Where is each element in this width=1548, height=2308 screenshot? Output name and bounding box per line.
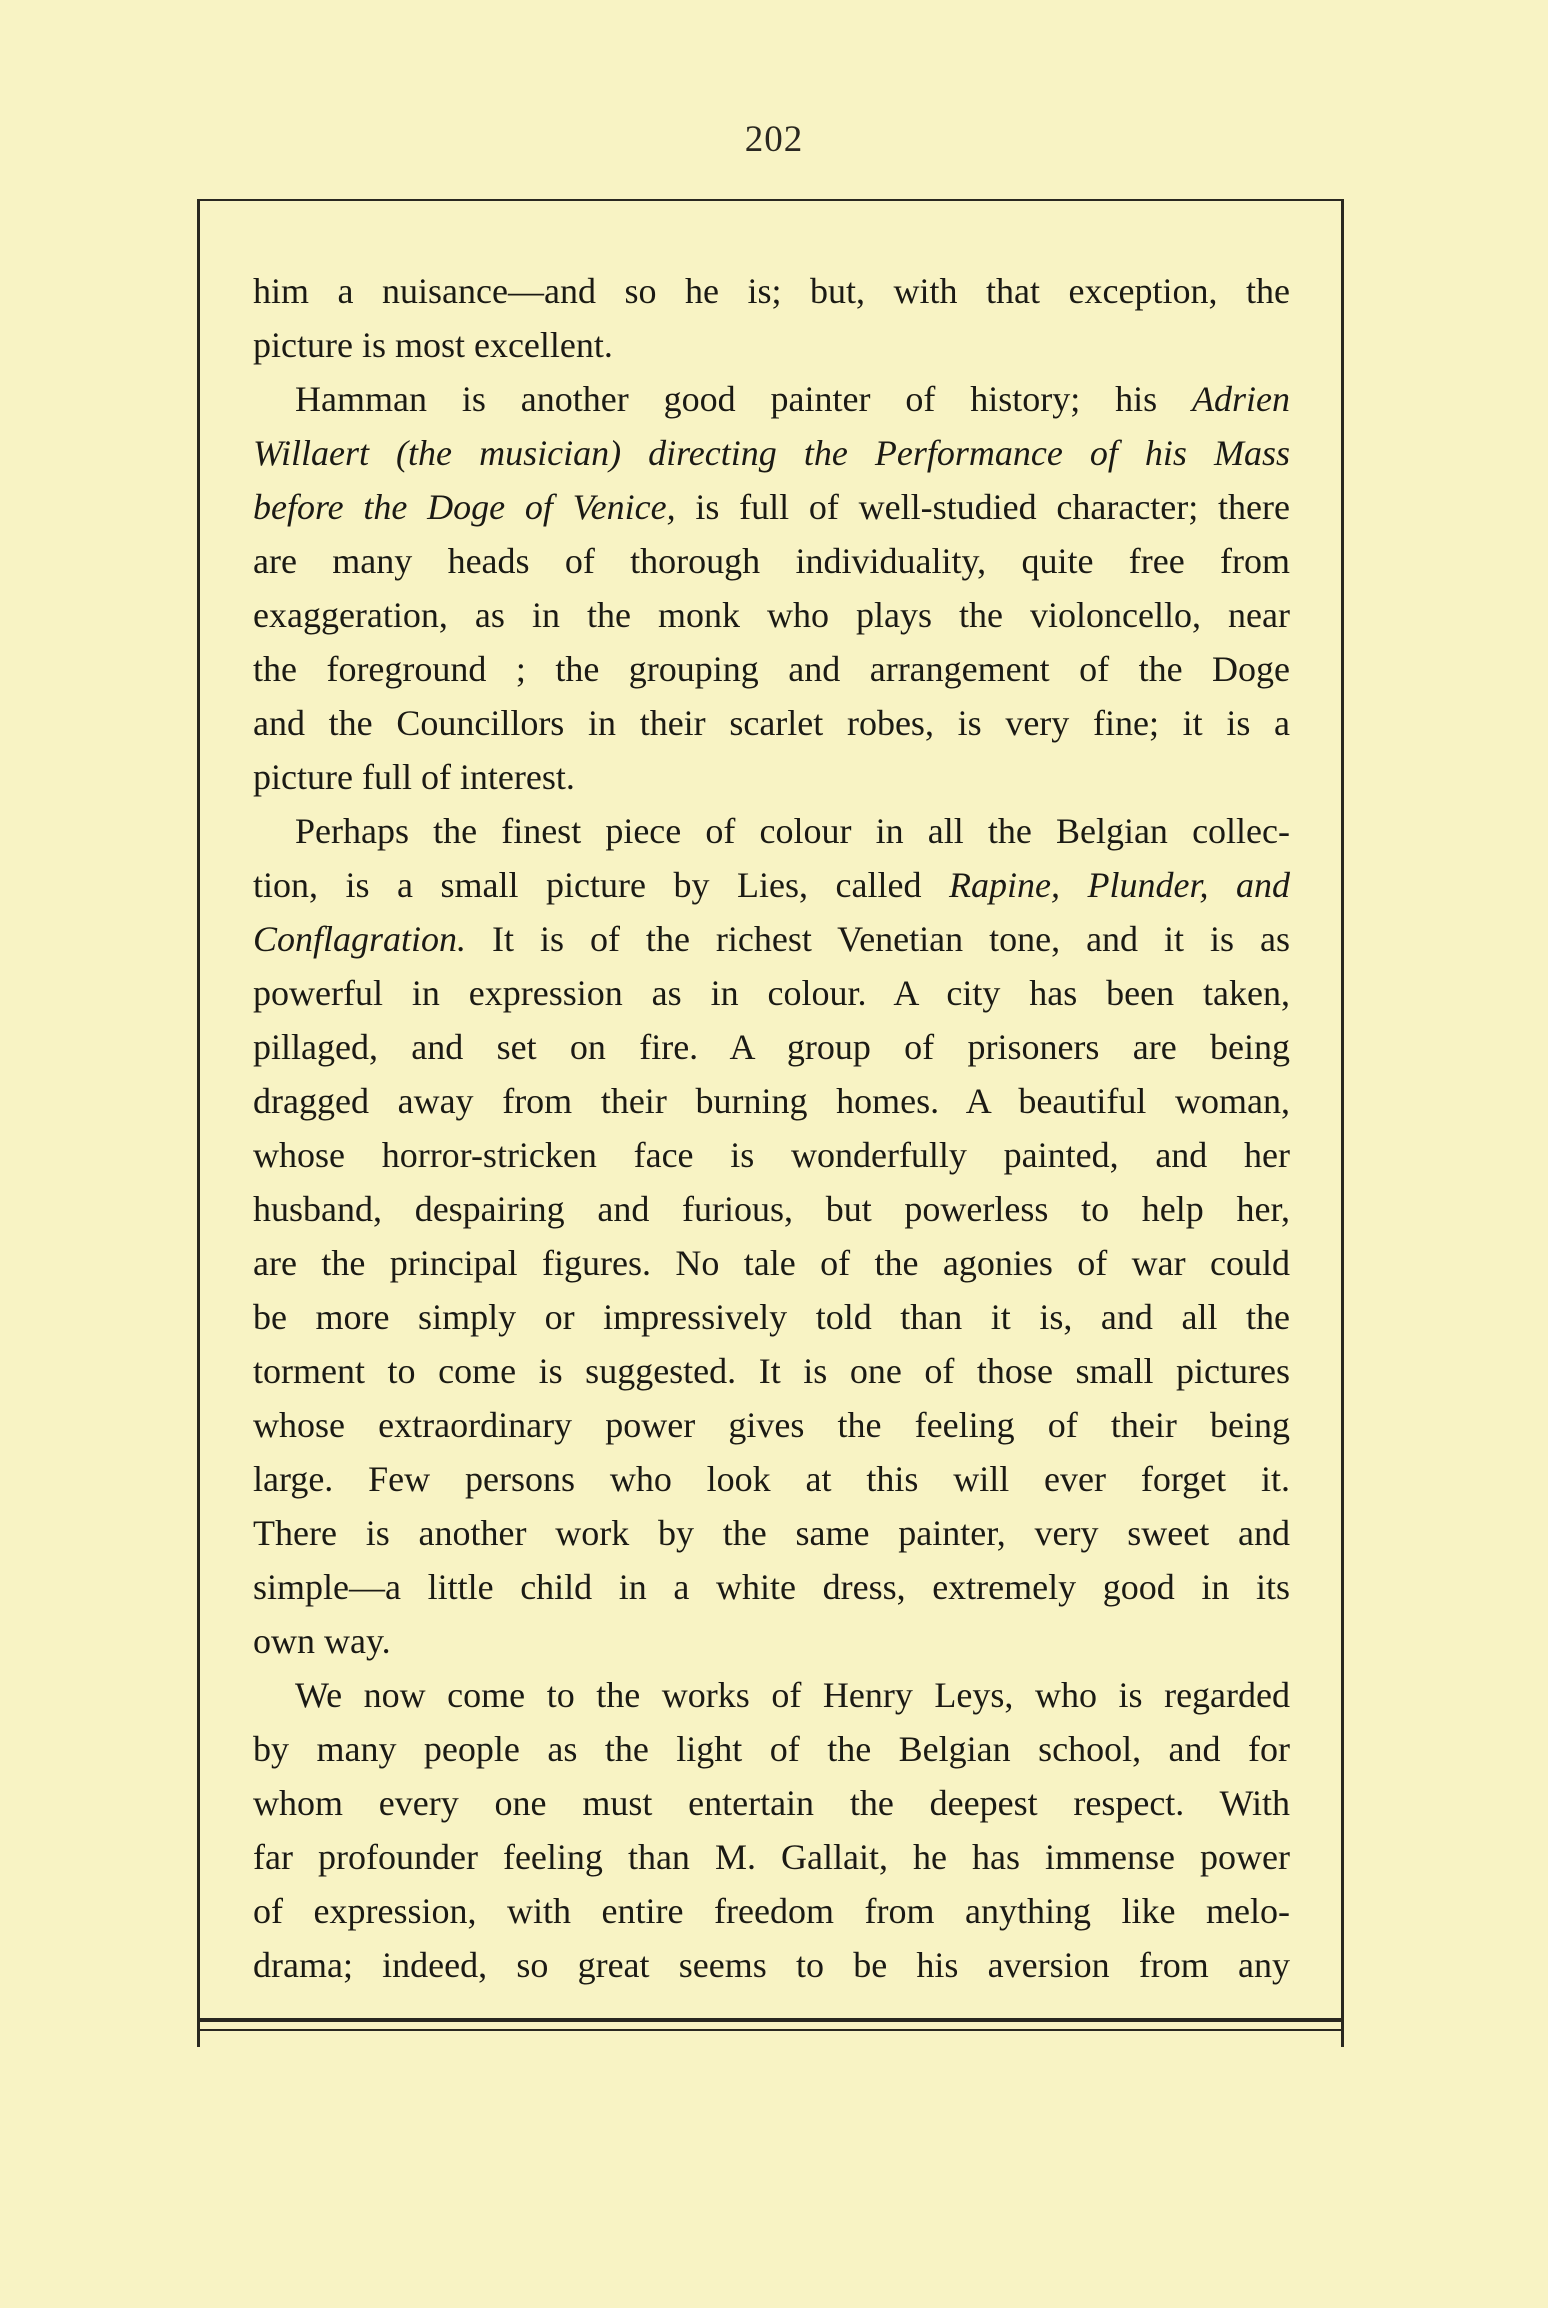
text-line [253, 804, 1290, 858]
text-line [253, 1884, 1290, 1938]
line-text: dragged away from their burning homes. A beautiful woman, [253, 1081, 1290, 1121]
text-line [253, 750, 1290, 804]
text-line [253, 1074, 1290, 1128]
line-text: picture is most excellent. [253, 325, 613, 365]
line-text: Hamman is another good painter of history; his [295, 379, 1193, 419]
line-text: whom every one must entertain the deepest respect. With [253, 1783, 1290, 1823]
line-text: drama; indeed, so great seems to be his aversion from any [253, 1945, 1290, 1985]
page-number: 202 [744, 119, 804, 160]
text-line [253, 1398, 1290, 1452]
line-text: the foreground ; the grouping and arrangement of the Doge [253, 649, 1290, 689]
body-text [253, 264, 1290, 1992]
line-text: pillaged, and set on fire. A group of prisoners are being [253, 1027, 1290, 1067]
frame-bottom-rule [197, 2018, 1344, 2022]
line-text: exaggeration, as in the monk who plays the violoncello, near [253, 595, 1290, 635]
frame-bottom-rule-thin [197, 2029, 1344, 2031]
line-text: by many people as the light of the Belgian school, and for [253, 1729, 1290, 1769]
text-line [253, 1938, 1290, 1992]
line-text: far profounder feeling than M. Gallait, he has immense power [253, 1837, 1290, 1877]
text-line [253, 1722, 1290, 1776]
text-line [253, 1236, 1290, 1290]
line-text: him a nuisance—and so he is; but, with that exception, the [253, 271, 1290, 311]
text-line [253, 1290, 1290, 1344]
line-text: of expression, with entire freedom from anything like melo- [253, 1891, 1290, 1931]
line-text: whose extraordinary power gives the feeling of their being [253, 1405, 1290, 1445]
line-text: large. Few persons who look at this will ever forget it. [253, 1459, 1290, 1499]
line-text: husband, despairing and furious, but powerless to help her, [253, 1189, 1290, 1229]
text-line [253, 696, 1290, 750]
text-line [253, 1344, 1290, 1398]
italic-title-text: Rapine, Plunder, and [949, 865, 1290, 905]
italic-title-text: before the Doge of Venice, [253, 487, 676, 527]
text-line [253, 318, 1290, 372]
line-text: and the Councillors in their scarlet robes, is very fine; it is a [253, 703, 1290, 743]
line-text: There is another work by the same painter, very sweet and [253, 1513, 1290, 1553]
text-line [253, 588, 1290, 642]
text-line [253, 912, 1290, 966]
text-line [253, 858, 1290, 912]
text-line [253, 1560, 1290, 1614]
line-text: picture full of interest. [253, 757, 575, 797]
line-text: Perhaps the finest piece of colour in all the Belgian collec- [295, 811, 1290, 851]
text-line [253, 426, 1290, 480]
text-line [253, 264, 1290, 318]
line-text: whose horror-stricken face is wonderfully painted, and her [253, 1135, 1290, 1175]
text-line [253, 1776, 1290, 1830]
text-line [253, 480, 1290, 534]
text-line [253, 1506, 1290, 1560]
line-text: powerful in expression as in colour. A city has been taken, [253, 973, 1290, 1013]
text-line [253, 1614, 1290, 1668]
text-line [253, 966, 1290, 1020]
line-text: torment to come is suggested. It is one of those small pictures [253, 1351, 1290, 1391]
text-line [253, 1830, 1290, 1884]
text-line [253, 642, 1290, 696]
italic-title-text: Adrien [1192, 379, 1290, 419]
line-text: are many heads of thorough individuality, quite free from [253, 541, 1290, 581]
line-text: simple—a little child in a white dress, extremely good in its [253, 1567, 1290, 1607]
line-text: tion, is a small picture by Lies, called [253, 865, 949, 905]
line-text: We now come to the works of Henry Leys, who is regarded [295, 1675, 1290, 1715]
line-text: are the principal figures. No tale of the agonies of war could [253, 1243, 1290, 1283]
text-line [253, 1020, 1290, 1074]
line-text: be more simply or impressively told than it is, and all the [253, 1297, 1290, 1337]
text-line [253, 1182, 1290, 1236]
text-line [253, 1668, 1290, 1722]
line-text: It is of the richest Venetian tone, and it is as [466, 919, 1290, 959]
text-line [253, 534, 1290, 588]
italic-title-text: Willaert (the musician) directing the Performance of his Mass [253, 433, 1290, 473]
italic-title-text: Conflagration. [253, 919, 467, 959]
line-text: own way. [253, 1621, 391, 1661]
text-line [253, 1128, 1290, 1182]
line-text: is full of well-studied character; there [675, 487, 1290, 527]
text-line [253, 1452, 1290, 1506]
text-line [253, 372, 1290, 426]
